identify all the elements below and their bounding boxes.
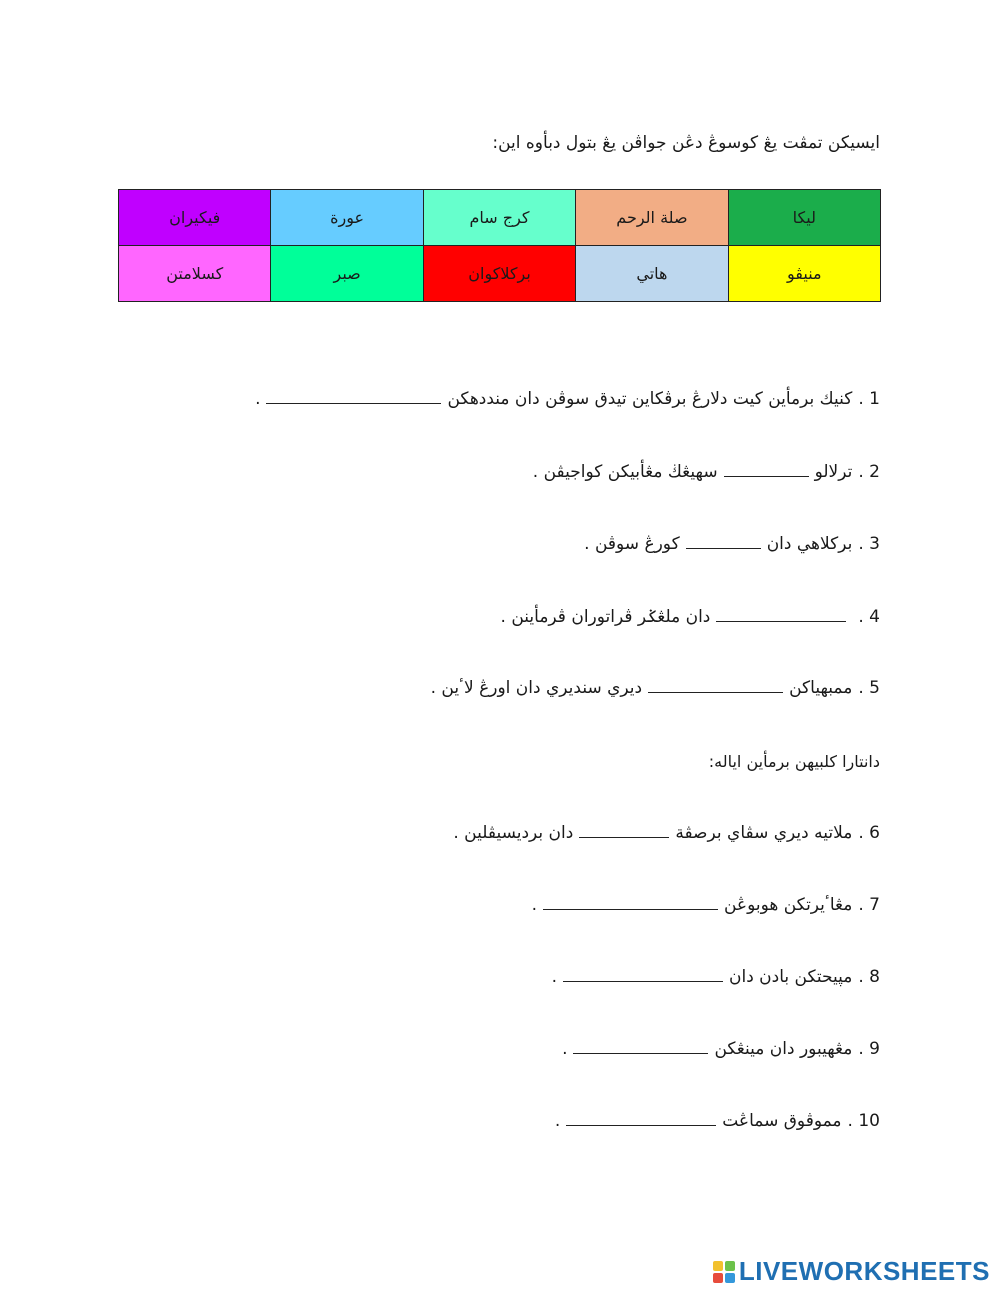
question-5: 5 .ممبهياكنديري سنديري دان اورڠ لاٴين .	[430, 678, 880, 698]
question-6: 6 .ملاتيه ديري سڤاي برصڤةدان برديسيڤلين .	[453, 823, 880, 843]
word-cell[interactable]: هاتي	[576, 246, 728, 302]
logo-tile	[725, 1273, 735, 1283]
question-10: 10 .مموڤوق سماڠت.	[554, 1111, 880, 1131]
word-bank-row-1	[119, 190, 881, 246]
word-cell[interactable]: عورة	[271, 190, 423, 246]
subheading: دانتارا كلبيهن برمأين اياله:	[708, 752, 880, 771]
word-cell[interactable]: فيكيران	[119, 190, 271, 246]
word-cell[interactable]: منيڤو	[728, 246, 880, 302]
word-bank-row-2	[119, 246, 881, 302]
logo-tile	[725, 1261, 735, 1271]
logo-icon	[713, 1261, 735, 1283]
word-cell[interactable]: ليكا	[728, 190, 880, 246]
question-2: 2 .ترلالوسهيڠڬ مڠأبيكن كواجيڤن .	[532, 462, 880, 482]
logo-tile	[713, 1261, 723, 1271]
answer-blank[interactable]	[266, 389, 441, 404]
answer-blank[interactable]	[563, 967, 723, 982]
question-9: 9 .مڠهيبور دان مينڠكن.	[562, 1039, 880, 1059]
word-cell[interactable]: صلة الرحم	[576, 190, 728, 246]
answer-blank[interactable]	[573, 1039, 708, 1054]
answer-blank[interactable]	[716, 607, 846, 622]
question-7: 7 .مڠاٴيرتكن هوبوڠن.	[531, 895, 880, 915]
word-cell[interactable]: بركلاكوان	[423, 246, 575, 302]
word-cell[interactable]: كسلامتن	[119, 246, 271, 302]
question-1: 1 .كنيك برمأين كيت دلارڠ برڤكاين تيدق سوڤن دان منددهكن.	[255, 389, 880, 409]
answer-blank[interactable]	[543, 895, 718, 910]
word-cell[interactable]: كرج سام	[423, 190, 575, 246]
word-cell[interactable]: صبر	[271, 246, 423, 302]
question-8: 8 .مپيحتكن بادن دان.	[551, 967, 880, 987]
logo-text: LIVEWORKSHEETS	[738, 1256, 990, 1286]
answer-blank[interactable]	[566, 1111, 716, 1126]
liveworksheets-logo	[713, 1256, 990, 1287]
answer-blank[interactable]	[579, 823, 669, 838]
question-3: 3 .بركلاهي دانكورڠ سوڤن .	[584, 534, 880, 554]
word-bank-table	[118, 189, 881, 302]
answer-blank[interactable]	[724, 462, 809, 477]
instruction-text: ايسيكن تمڤت يڠ كوسوڠ دڠن جواڤن يڠ بتول دبأوه اين:	[492, 133, 880, 153]
answer-blank[interactable]	[648, 678, 783, 693]
answer-blank[interactable]	[686, 534, 761, 549]
question-4: 4 .دان ملڠݢر ڤراتوران ڤرمأينن .	[500, 607, 880, 627]
logo-tile	[713, 1273, 723, 1283]
